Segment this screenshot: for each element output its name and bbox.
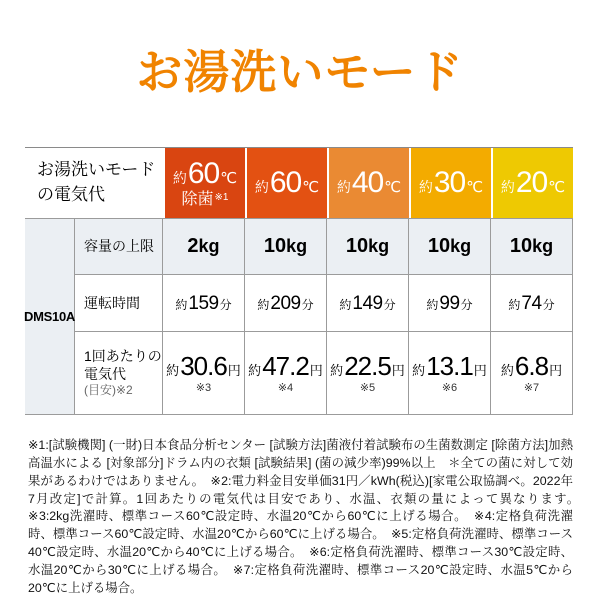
footnote-ref: ※7 (523, 381, 540, 394)
temp-label (337, 168, 401, 198)
cost-cell (327, 331, 409, 414)
hot-water-mode-cost-table (25, 147, 573, 415)
minutes-unit: 分 (219, 297, 232, 312)
run-time-cell (491, 274, 573, 331)
cost-value: 13.1 (426, 350, 473, 381)
minutes-unit: 分 (301, 297, 314, 312)
cost-header-line1: 1回あたりの (84, 348, 162, 365)
degree-unit: ℃ (220, 169, 238, 187)
cost-header-line2: 電気代 (84, 366, 126, 383)
approx-prefix: 約 (500, 362, 514, 378)
degree-unit: ℃ (384, 179, 402, 196)
model-label: DMS10A (25, 218, 75, 414)
table-corner-label (25, 148, 163, 218)
cost-value: 22.5 (344, 350, 391, 381)
column-header-20c (491, 148, 573, 218)
sanitize-note: ※1 (214, 191, 229, 203)
run-time-cell (409, 274, 491, 331)
run-time-cell (245, 274, 327, 331)
time-value: 99 (439, 292, 460, 314)
temp-prefix: 約 (500, 179, 515, 195)
capacity-cell (491, 218, 573, 274)
time-value: 149 (352, 292, 383, 314)
footnote-ref: ※5 (359, 381, 376, 394)
capacity-cell (245, 218, 327, 274)
row-header-run-time: 運転時間 (75, 274, 163, 331)
capacity-unit: kg (198, 236, 220, 256)
capacity-value: 10 (263, 235, 287, 257)
temp-value: 30 (433, 166, 466, 199)
temp-prefix: 約 (254, 179, 269, 195)
yen-unit: 円 (227, 362, 241, 378)
column-header-40c (327, 148, 409, 218)
temp-label (501, 168, 565, 198)
footnote-ref: ※3 (195, 381, 212, 394)
footnote-ref: ※6 (441, 381, 458, 394)
page-title: お湯洗いモード (136, 46, 464, 98)
approx-prefix: 約 (412, 362, 426, 378)
temp-value: 40 (351, 166, 384, 199)
time-value: 209 (270, 292, 301, 314)
cost-cell (491, 331, 573, 414)
approx-prefix: 約 (166, 362, 180, 378)
capacity-value: 10 (427, 235, 451, 257)
degree-unit: ℃ (466, 179, 484, 196)
approx-prefix: 約 (426, 297, 439, 312)
approx-prefix: 約 (330, 362, 344, 378)
capacity-unit: kg (368, 236, 390, 256)
temp-label (419, 168, 483, 198)
yen-unit: 円 (473, 362, 487, 378)
approx-prefix: 約 (257, 297, 270, 312)
approx-prefix: 約 (248, 362, 262, 378)
minutes-unit: 分 (460, 297, 473, 312)
cost-value: 6.8 (514, 350, 549, 381)
run-time-cell (163, 274, 245, 331)
temp-prefix: 約 (336, 179, 351, 195)
capacity-cell (163, 218, 245, 274)
cost-cell (163, 331, 245, 414)
degree-unit: ℃ (302, 179, 320, 196)
run-time-cell (327, 274, 409, 331)
capacity-value: 10 (509, 235, 533, 257)
yen-unit: 円 (549, 362, 563, 378)
temp-value: 60 (187, 156, 220, 190)
capacity-unit: kg (286, 236, 308, 256)
capacity-cell (327, 218, 409, 274)
temp-value: 60 (269, 166, 302, 199)
temp-value: 20 (515, 166, 548, 199)
row-header-cost-per-run (75, 331, 163, 414)
minutes-unit: 分 (542, 297, 555, 312)
capacity-value: 2 (187, 235, 199, 257)
corner-label-line2: の電気代 (37, 185, 105, 204)
column-header-30c (409, 148, 491, 218)
capacity-unit: kg (532, 236, 554, 256)
cost-value: 30.6 (180, 350, 227, 381)
yen-unit: 円 (391, 362, 405, 378)
sanitize-label (182, 192, 229, 208)
footnote-ref: ※4 (277, 381, 294, 394)
sanitize-text: 除菌 (181, 190, 214, 208)
cost-header-sub: (目安)※2 (84, 383, 133, 398)
temp-label (172, 156, 238, 190)
capacity-unit: kg (450, 236, 472, 256)
approx-prefix: 約 (339, 297, 352, 312)
corner-label-line1: お湯洗いモード (37, 160, 156, 180)
cost-cell (245, 331, 327, 414)
approx-prefix: 約 (508, 297, 521, 312)
capacity-cell (409, 218, 491, 274)
temp-label (255, 168, 319, 198)
yen-unit: 円 (309, 362, 323, 378)
temp-prefix: 約 (172, 169, 187, 186)
column-header-60c-sanitize (163, 148, 245, 218)
time-value: 159 (188, 292, 219, 314)
footnotes-text: ※1:[試験機関] (一財)日本食品分析センター [試験方法]菌液付着試験布の生菌数測定 [除菌方法]加熱高温水による [対象部分]ドラム内の衣類 [試験結果] (菌の減少率)99%以上 ＊全ての菌に対して効果があるわけではありません。 ※2:電力料金目安単価31円／kWh(税込)[家電公取協調べ。2022年7月改定]で計算。1回あたりの電気代は目安であり、水温、衣類の量によって異なります。 ※3:2kg洗濯時、標準コース60℃設定時、水温20℃から60℃に上げる場合。 ※4:定格負荷洗濯時、標準コース60℃設定時、水温20℃から60℃に上げる場合。 ※5:定格負荷洗濯時、標準コース40℃設定時、水温20℃から40℃に上げる場合。 ※6:定格負荷洗濯時、標準コース30℃設定時、水温20℃から30℃に上げる場合。 ※7:定格負荷洗濯時、標準コース20℃設定時、水温5℃から20℃に上げる場合。 (28, 438, 586, 595)
column-header-60c (245, 148, 327, 218)
row-header-capacity: 容量の上限 (75, 218, 163, 274)
cost-cell (409, 331, 491, 414)
capacity-value: 10 (345, 235, 369, 257)
temp-prefix: 約 (418, 179, 433, 195)
minutes-unit: 分 (383, 297, 396, 312)
degree-unit: ℃ (548, 179, 566, 196)
cost-value: 47.2 (262, 350, 309, 381)
approx-prefix: 約 (175, 297, 188, 312)
time-value: 74 (521, 292, 542, 314)
